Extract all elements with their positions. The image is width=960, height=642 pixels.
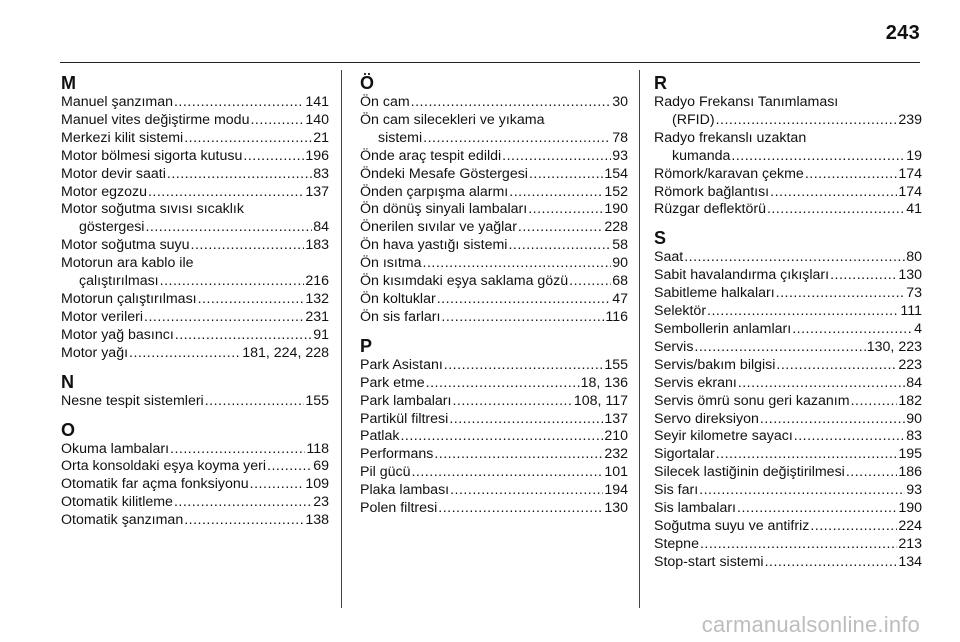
entry-term: Motor bölmesi sigorta kutusu bbox=[61, 147, 243, 164]
dot-leader bbox=[776, 285, 906, 303]
dot-leader bbox=[765, 554, 898, 572]
entry-term: Servis ömrü sonu geri kazanım bbox=[654, 392, 850, 409]
dot-leader bbox=[794, 428, 905, 446]
index-entry[interactable] bbox=[654, 518, 922, 536]
dot-leader bbox=[509, 184, 603, 202]
entry-term: Otomatik far açma fonksiyonu bbox=[61, 476, 249, 493]
entry-term: sistemi bbox=[378, 129, 423, 146]
index-entry[interactable] bbox=[654, 554, 922, 572]
index-entry[interactable] bbox=[360, 291, 628, 309]
index-section bbox=[654, 229, 922, 571]
entry-page-ref[interactable]: 93 bbox=[612, 147, 628, 164]
entry-page-ref[interactable]: 84 bbox=[906, 374, 922, 391]
index-entry[interactable] bbox=[654, 184, 922, 202]
entry-term: Ön koltuklar bbox=[360, 290, 436, 307]
index-entry[interactable] bbox=[360, 500, 628, 518]
dot-leader bbox=[243, 148, 304, 166]
entry-page-ref[interactable]: 116 bbox=[605, 308, 628, 325]
index-entry[interactable] bbox=[360, 219, 628, 237]
entry-page-ref[interactable]: 231 bbox=[305, 308, 329, 325]
dot-leader bbox=[191, 237, 305, 255]
index-entry[interactable] bbox=[654, 130, 922, 166]
entry-term: Rüzgar deflektörü bbox=[654, 201, 766, 218]
entry-page-ref[interactable]: 78 bbox=[612, 129, 628, 146]
entry-term: Nesne tespit sistemleri bbox=[61, 392, 204, 409]
index-entry[interactable] bbox=[360, 411, 628, 429]
entry-term: Orta konsoldaki eşya koyma yeri bbox=[61, 458, 267, 475]
index-entry[interactable] bbox=[61, 148, 329, 166]
section-letter: R bbox=[654, 73, 667, 93]
dot-leader bbox=[400, 428, 603, 446]
entry-term: Sigortalar bbox=[654, 446, 715, 463]
index-entry[interactable] bbox=[61, 94, 329, 112]
dot-leader bbox=[267, 458, 312, 476]
entry-page-ref[interactable]: 195 bbox=[898, 446, 922, 463]
entry-term: Park Asistanı bbox=[360, 356, 443, 373]
dot-leader bbox=[250, 112, 304, 130]
dot-leader bbox=[434, 446, 603, 464]
entry-term: Motor yağı bbox=[61, 344, 129, 361]
index-entry[interactable] bbox=[654, 267, 922, 285]
entry-page-ref[interactable]: 18, 136 bbox=[580, 374, 628, 391]
dot-leader bbox=[716, 112, 898, 130]
dot-leader bbox=[830, 267, 897, 285]
index-entry[interactable] bbox=[654, 201, 922, 219]
index-entry[interactable] bbox=[61, 393, 329, 411]
entry-term: Motorun çalıştırılması bbox=[61, 290, 197, 307]
section-letter: N bbox=[61, 371, 74, 392]
entry-term: Önden çarpışma alarmı bbox=[360, 183, 509, 200]
dot-leader bbox=[805, 166, 898, 184]
entry-term: Ön hava yastığı sistemi bbox=[360, 237, 508, 254]
dot-leader bbox=[700, 536, 897, 554]
entry-page-ref[interactable]: 213 bbox=[898, 535, 922, 552]
dot-leader bbox=[174, 94, 304, 112]
index-entry[interactable] bbox=[360, 94, 628, 112]
dot-leader bbox=[449, 411, 603, 429]
dot-leader bbox=[508, 237, 611, 255]
index-entry[interactable] bbox=[360, 393, 628, 411]
index-entry[interactable] bbox=[360, 201, 628, 219]
entry-term: Ön kısımdaki eşya saklama gözü bbox=[360, 273, 569, 290]
dot-leader bbox=[518, 219, 603, 237]
entry-page-ref[interactable]: 194 bbox=[604, 482, 628, 499]
index-section bbox=[61, 421, 329, 531]
dot-leader bbox=[148, 184, 304, 202]
entry-term: Plaka lambası bbox=[360, 482, 450, 499]
dot-leader bbox=[184, 130, 312, 148]
index-entry[interactable] bbox=[360, 255, 628, 273]
entry-page-ref[interactable]: 118 bbox=[306, 440, 329, 457]
index-entry[interactable] bbox=[360, 482, 628, 500]
entry-term: Park lambaları bbox=[360, 392, 452, 409]
dot-leader bbox=[450, 482, 603, 500]
entry-page-ref[interactable]: 140 bbox=[305, 111, 329, 128]
index-entry[interactable] bbox=[360, 309, 628, 327]
index-entry[interactable] bbox=[61, 255, 329, 291]
entry-page-ref[interactable]: 109 bbox=[305, 476, 329, 493]
entry-page-ref[interactable]: 130 bbox=[604, 500, 628, 517]
index-entry[interactable] bbox=[654, 411, 922, 429]
entry-term: Performans bbox=[360, 446, 434, 463]
entry-term: Sis farı bbox=[654, 482, 699, 499]
index-entry[interactable] bbox=[61, 237, 329, 255]
entry-term: Servis/bakım bilgisi bbox=[654, 356, 776, 373]
entry-term: Park etme bbox=[360, 374, 425, 391]
entry-page-ref[interactable]: 223 bbox=[898, 356, 922, 373]
entry-term: Radyo Frekansı Tanımlaması bbox=[654, 94, 839, 110]
header-rule bbox=[60, 62, 920, 63]
entry-term: Sabitleme halkaları bbox=[654, 285, 775, 302]
dot-leader bbox=[145, 219, 312, 237]
index-entry[interactable] bbox=[654, 321, 922, 339]
index-entry[interactable] bbox=[61, 291, 329, 309]
dot-leader bbox=[423, 255, 612, 273]
entry-term: Sabit havalandırma çıkışları bbox=[654, 267, 830, 284]
entry-page-ref[interactable]: 155 bbox=[604, 356, 628, 373]
index-entry[interactable] bbox=[61, 458, 329, 476]
entry-page-ref[interactable]: 183 bbox=[305, 237, 329, 254]
dot-leader bbox=[198, 291, 305, 309]
dot-leader bbox=[846, 464, 898, 482]
entry-term: Radyo frekanslı uzaktan bbox=[654, 129, 807, 146]
entry-term: kumanda bbox=[672, 147, 731, 164]
entry-term: Okuma lambaları bbox=[61, 440, 170, 457]
entry-term: Stop-start sistemi bbox=[654, 553, 764, 570]
entry-term: Ön ısıtma bbox=[360, 255, 422, 272]
section-letter: P bbox=[360, 335, 373, 356]
entry-term: Seyir kilometre sayacı bbox=[654, 428, 793, 445]
entry-term: Ön cam silecekleri ve yıkama bbox=[360, 111, 545, 128]
entry-page-ref[interactable]: 181, 224, 228 bbox=[242, 344, 329, 361]
dot-leader bbox=[250, 476, 305, 494]
entry-page-ref[interactable]: 69 bbox=[313, 458, 329, 475]
index-entry[interactable] bbox=[654, 482, 922, 500]
index-section bbox=[360, 337, 628, 518]
entry-page-ref[interactable]: 111 bbox=[900, 303, 922, 320]
index-entry[interactable] bbox=[360, 446, 628, 464]
index-entry[interactable] bbox=[360, 237, 628, 255]
entry-term: (RFID) bbox=[672, 111, 715, 128]
entry-page-ref[interactable]: 19 bbox=[906, 147, 922, 164]
index-entry[interactable] bbox=[61, 309, 329, 327]
dot-leader bbox=[438, 500, 603, 518]
entry-term: Stepne bbox=[654, 535, 699, 552]
index-entry[interactable] bbox=[654, 375, 922, 393]
entry-page-ref[interactable]: 174 bbox=[898, 183, 922, 200]
index-entry[interactable] bbox=[61, 476, 329, 494]
index-entry[interactable] bbox=[654, 166, 922, 184]
dot-leader bbox=[452, 393, 572, 411]
entry-term: Motor yağ basıncı bbox=[61, 326, 174, 343]
entry-term: Önde araç tespit edildi bbox=[360, 147, 502, 164]
index-entry[interactable] bbox=[654, 285, 922, 303]
entry-term: Motor soğutma suyu bbox=[61, 237, 190, 254]
dot-leader bbox=[437, 291, 612, 309]
entry-term: Motor soğutma sıvısı sıcaklık bbox=[61, 201, 244, 218]
section-letter: Ö bbox=[360, 73, 375, 93]
entry-page-ref[interactable]: 41 bbox=[906, 201, 922, 218]
entry-term: Öndeki Mesafe Göstergesi bbox=[360, 165, 528, 182]
entry-term: Ön dönüş sinyali lambaları bbox=[360, 201, 528, 218]
index-entry[interactable] bbox=[61, 201, 329, 237]
index-entry[interactable] bbox=[360, 112, 628, 148]
index-entry[interactable] bbox=[61, 494, 329, 512]
entry-term: Manuel şanzıman bbox=[61, 94, 173, 110]
entry-page-ref[interactable]: 91 bbox=[313, 326, 329, 343]
dot-leader bbox=[426, 375, 580, 393]
dot-leader bbox=[184, 512, 304, 530]
index-entry[interactable] bbox=[654, 94, 922, 130]
entry-page-ref[interactable]: 141 bbox=[305, 94, 329, 110]
entry-term: Motorun ara kablo ile bbox=[61, 255, 194, 272]
entry-term: Saat bbox=[654, 249, 684, 266]
dot-leader bbox=[167, 166, 312, 184]
page-number: 243 bbox=[885, 22, 920, 44]
entry-term: Polen filtresi bbox=[360, 500, 438, 517]
entry-page-ref[interactable]: 228 bbox=[604, 219, 628, 236]
entry-term: Sembollerin anlamları bbox=[654, 320, 792, 337]
index-entry[interactable] bbox=[61, 327, 329, 345]
index-entry[interactable] bbox=[360, 273, 628, 291]
dot-leader bbox=[205, 393, 305, 411]
entry-term: Motor egzozu bbox=[61, 183, 147, 200]
entry-term: Ön sis farları bbox=[360, 308, 441, 325]
index-entry[interactable] bbox=[61, 345, 329, 363]
dot-leader bbox=[529, 166, 603, 184]
dot-leader bbox=[411, 94, 612, 112]
entry-page-ref[interactable]: 134 bbox=[898, 553, 922, 570]
dot-leader bbox=[569, 273, 611, 291]
entry-page-ref[interactable]: 58 bbox=[612, 237, 628, 254]
index-section bbox=[61, 373, 329, 411]
entry-term: çalıştırılması bbox=[79, 273, 159, 290]
index-entry[interactable] bbox=[654, 303, 922, 321]
entry-page-ref[interactable]: 239 bbox=[898, 111, 922, 128]
entry-term: Pil gücü bbox=[360, 464, 411, 481]
entry-term: Silecek lastiğinin değiştirilmesi bbox=[654, 464, 845, 481]
entry-term: Römork bağlantısı bbox=[654, 183, 770, 200]
entry-term: Patlak bbox=[360, 428, 400, 445]
index-entry[interactable] bbox=[61, 184, 329, 202]
dot-leader bbox=[444, 357, 604, 375]
entry-term: Merkezi kilit sistemi bbox=[61, 129, 184, 146]
entry-term: Servis ekranı bbox=[654, 374, 737, 391]
index-column-1 bbox=[61, 74, 329, 540]
entry-page-ref[interactable]: 84 bbox=[313, 219, 329, 236]
entry-page-ref[interactable]: 83 bbox=[313, 165, 329, 182]
index-entry[interactable] bbox=[360, 428, 628, 446]
dot-leader bbox=[411, 464, 603, 482]
index-section bbox=[654, 74, 922, 219]
entry-page-ref[interactable]: 155 bbox=[305, 392, 329, 409]
section-letter: O bbox=[61, 419, 76, 440]
column-divider bbox=[639, 70, 640, 608]
dot-leader bbox=[738, 375, 905, 393]
index-entry[interactable] bbox=[360, 357, 628, 375]
watermark: carmanualsonline.info bbox=[701, 612, 920, 637]
dot-leader bbox=[810, 518, 897, 536]
entry-term: Soğutma suyu ve antifriz bbox=[654, 517, 810, 534]
index-entry[interactable] bbox=[654, 249, 922, 267]
dot-leader bbox=[767, 201, 905, 219]
entry-page-ref[interactable]: 152 bbox=[604, 183, 628, 200]
entry-page-ref[interactable]: 154 bbox=[604, 165, 628, 182]
dot-leader bbox=[144, 309, 304, 327]
dot-leader bbox=[737, 500, 897, 518]
entry-page-ref[interactable]: 190 bbox=[604, 201, 628, 218]
dot-leader bbox=[776, 357, 897, 375]
entry-page-ref[interactable]: 138 bbox=[305, 512, 329, 529]
index-entry[interactable] bbox=[654, 339, 922, 357]
entry-page-ref[interactable]: 186 bbox=[898, 464, 922, 481]
index-entry[interactable] bbox=[360, 166, 628, 184]
index-section bbox=[360, 74, 628, 327]
entry-page-ref[interactable]: 196 bbox=[305, 147, 329, 164]
index-entry[interactable] bbox=[654, 464, 922, 482]
column-divider bbox=[341, 70, 342, 608]
index-section bbox=[61, 74, 329, 363]
entry-page-ref[interactable]: 210 bbox=[604, 428, 628, 445]
entry-page-ref[interactable]: 232 bbox=[604, 446, 628, 463]
dot-leader bbox=[792, 321, 913, 339]
index-entry[interactable] bbox=[654, 357, 922, 375]
dot-leader bbox=[175, 327, 312, 345]
entry-page-ref[interactable]: 216 bbox=[305, 273, 329, 290]
dot-leader bbox=[502, 148, 611, 166]
dot-leader bbox=[851, 393, 898, 411]
entry-term: Servis bbox=[654, 338, 694, 355]
dot-leader bbox=[699, 482, 905, 500]
index-entry[interactable] bbox=[360, 148, 628, 166]
entry-page-ref[interactable]: 132 bbox=[305, 290, 329, 307]
dot-leader bbox=[441, 309, 604, 327]
entry-page-ref[interactable]: 137 bbox=[305, 183, 329, 200]
entry-term: Römork/karavan çekme bbox=[654, 165, 804, 182]
entry-page-ref[interactable]: 23 bbox=[313, 494, 329, 511]
dot-leader bbox=[170, 441, 305, 459]
entry-page-ref[interactable]: 21 bbox=[313, 129, 329, 146]
entry-page-ref[interactable]: 101 bbox=[604, 464, 628, 481]
entry-page-ref[interactable]: 80 bbox=[906, 249, 922, 266]
index-entry[interactable] bbox=[360, 464, 628, 482]
entry-term: Servo direksiyon bbox=[654, 410, 759, 427]
entry-page-ref[interactable]: 4 bbox=[914, 320, 922, 337]
entry-term: Sis lambaları bbox=[654, 500, 737, 517]
entry-page-ref[interactable]: 224 bbox=[898, 517, 922, 534]
index-entry[interactable] bbox=[654, 500, 922, 518]
dot-leader bbox=[716, 446, 898, 464]
dot-leader bbox=[129, 345, 241, 363]
section-letter: S bbox=[654, 228, 667, 249]
dot-leader bbox=[684, 249, 905, 267]
index-entry[interactable] bbox=[654, 393, 922, 411]
index-entry[interactable] bbox=[61, 130, 329, 148]
index-entry[interactable] bbox=[360, 375, 628, 393]
entry-term: Manuel vites değiştirme modu bbox=[61, 111, 250, 128]
index-column-3 bbox=[654, 74, 922, 582]
index-entry[interactable] bbox=[654, 428, 922, 446]
index-entry[interactable] bbox=[61, 441, 329, 459]
entry-page-ref[interactable]: 130 bbox=[898, 267, 922, 284]
index-entry[interactable] bbox=[61, 112, 329, 130]
entry-page-ref[interactable]: 93 bbox=[906, 482, 922, 499]
entry-page-ref[interactable]: 130, 223 bbox=[866, 338, 922, 355]
entry-term: göstergesi bbox=[79, 219, 145, 236]
entry-term: Otomatik şanzıman bbox=[61, 512, 184, 529]
entry-page-ref[interactable]: 90 bbox=[612, 255, 628, 272]
entry-term: Partikül filtresi bbox=[360, 410, 449, 427]
entry-page-ref[interactable]: 182 bbox=[898, 392, 922, 409]
entry-page-ref[interactable]: 108, 117 bbox=[573, 392, 628, 409]
entry-page-ref[interactable]: 137 bbox=[604, 410, 628, 427]
entry-page-ref[interactable]: 30 bbox=[612, 94, 628, 110]
entry-page-ref[interactable]: 47 bbox=[612, 290, 628, 307]
dot-leader bbox=[760, 411, 905, 429]
dot-leader bbox=[160, 273, 305, 291]
dot-leader bbox=[423, 130, 611, 148]
index-column-2 bbox=[360, 74, 628, 528]
dot-leader bbox=[174, 494, 312, 512]
entry-term: Otomatik kilitleme bbox=[61, 494, 173, 511]
entry-term: Selektör bbox=[654, 303, 707, 320]
entry-term: Önerilen sıvılar ve yağlar bbox=[360, 219, 517, 236]
entry-term: Motor verileri bbox=[61, 308, 143, 325]
index-entry[interactable] bbox=[61, 166, 329, 184]
dot-leader bbox=[707, 303, 899, 321]
entry-page-ref[interactable]: 174 bbox=[898, 165, 922, 182]
entry-page-ref[interactable]: 90 bbox=[906, 410, 922, 427]
entry-page-ref[interactable]: 83 bbox=[906, 428, 922, 445]
entry-term: Ön cam bbox=[360, 94, 410, 110]
entry-term: Motor devir saati bbox=[61, 165, 166, 182]
dot-leader bbox=[694, 339, 865, 357]
dot-leader bbox=[731, 148, 905, 166]
entry-page-ref[interactable]: 73 bbox=[906, 285, 922, 302]
index-entry[interactable] bbox=[61, 512, 329, 530]
dot-leader bbox=[770, 184, 897, 202]
entry-page-ref[interactable]: 190 bbox=[898, 500, 922, 517]
index-entry[interactable] bbox=[654, 446, 922, 464]
index-entry[interactable] bbox=[654, 536, 922, 554]
dot-leader bbox=[528, 201, 603, 219]
entry-page-ref[interactable]: 68 bbox=[612, 273, 628, 290]
index-entry[interactable] bbox=[360, 184, 628, 202]
section-letter: M bbox=[61, 73, 76, 93]
